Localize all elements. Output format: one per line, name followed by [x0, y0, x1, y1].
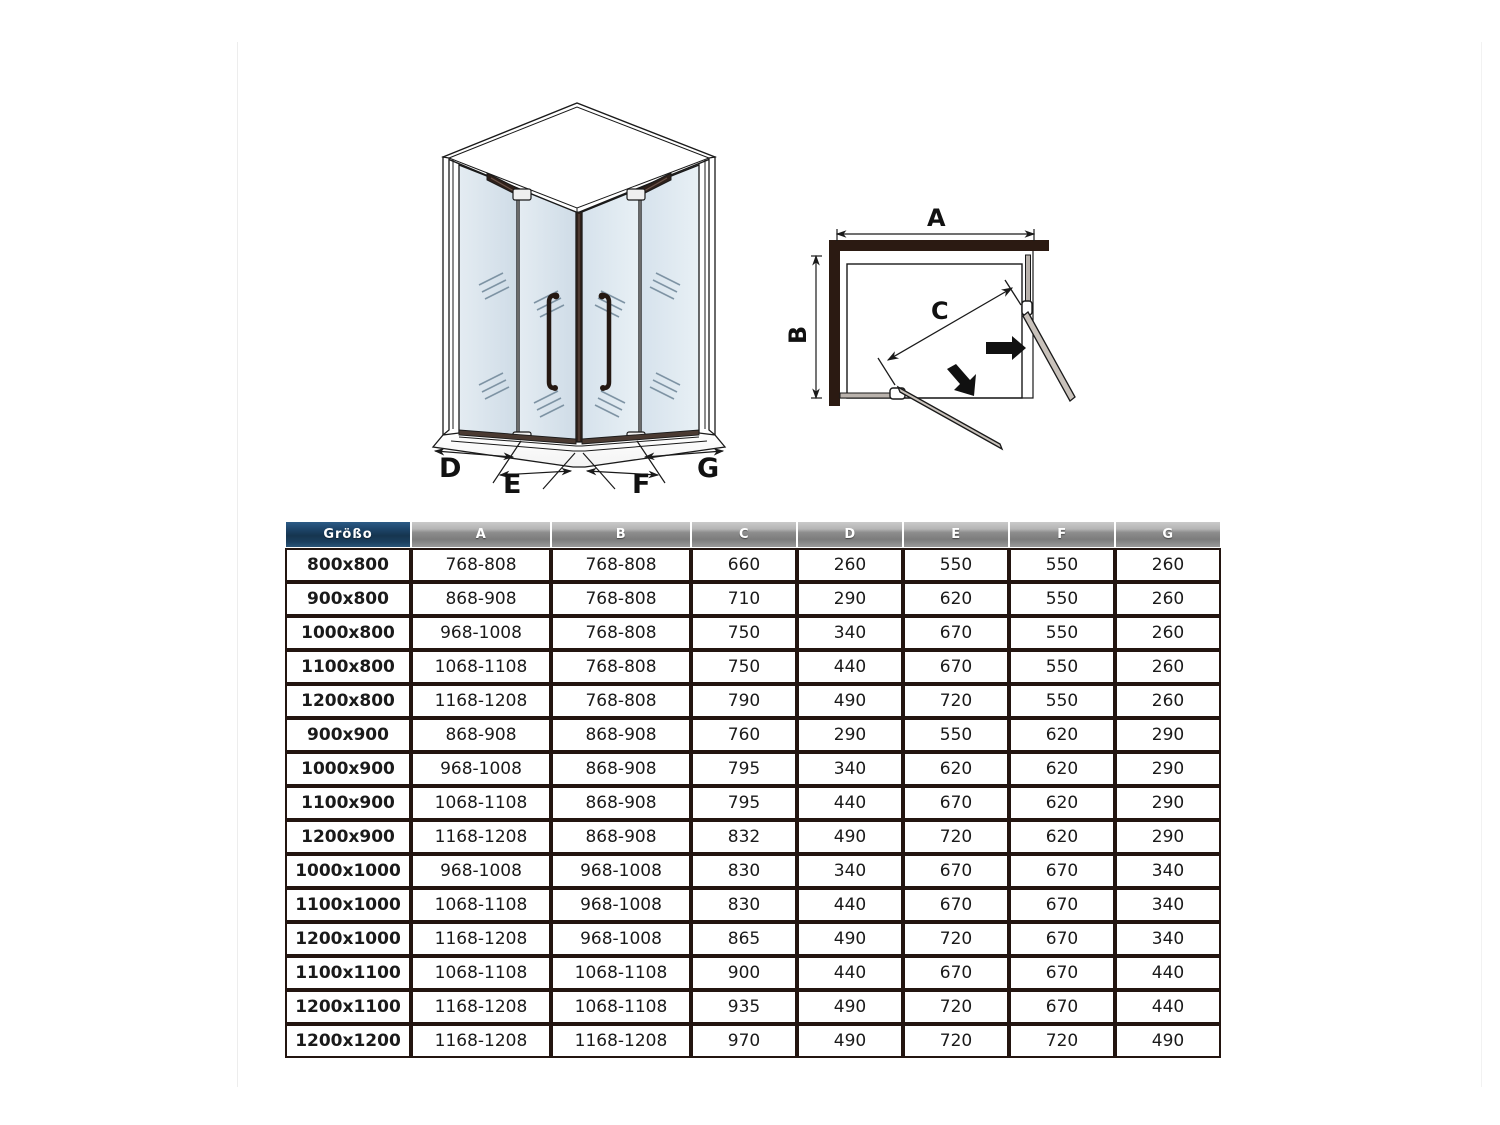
cell-d: 490 [797, 820, 903, 854]
table-header-g: G [1115, 521, 1221, 548]
left-wall-profile [443, 157, 453, 435]
cell-e: 720 [903, 990, 1009, 1024]
cell-e: 670 [903, 786, 1009, 820]
cell-d: 440 [797, 888, 903, 922]
cell-f: 670 [1009, 922, 1115, 956]
cell-g: 440 [1115, 956, 1221, 990]
cell-f: 620 [1009, 786, 1115, 820]
cell-e: 720 [903, 1024, 1009, 1058]
cell-a: 768-808 [411, 548, 551, 582]
iso-label-E: E [503, 469, 522, 500]
cell-c: 760 [691, 718, 797, 752]
cell-a: 1168-1208 [411, 922, 551, 956]
plan-label-C: C [931, 297, 949, 325]
fixed-glass-plan-right [1026, 255, 1031, 305]
drawing-area [0, 0, 1500, 510]
cell-e: 670 [903, 956, 1009, 990]
cell-size: 1200x900 [285, 820, 411, 854]
door-swing-arrow-right [986, 336, 1026, 360]
cell-size: 1200x1200 [285, 1024, 411, 1058]
cell-f: 620 [1009, 820, 1115, 854]
cell-g: 290 [1115, 786, 1221, 820]
table-body [285, 548, 1221, 1058]
cell-d: 440 [797, 956, 903, 990]
cell-f: 620 [1009, 752, 1115, 786]
cell-b: 1068-1108 [551, 956, 691, 990]
cell-size: 1200x1000 [285, 922, 411, 956]
cell-a: 968-1008 [411, 616, 551, 650]
plan-view [784, 200, 1090, 450]
cell-size: 1100x800 [285, 650, 411, 684]
cell-a: 968-1008 [411, 854, 551, 888]
cell-b: 1168-1208 [551, 1024, 691, 1058]
cell-c: 900 [691, 956, 797, 990]
cell-c: 795 [691, 752, 797, 786]
cell-f: 550 [1009, 684, 1115, 718]
cell-b: 868-908 [551, 820, 691, 854]
cell-d: 340 [797, 854, 903, 888]
cell-size: 1100x1000 [285, 888, 411, 922]
cell-e: 550 [903, 718, 1009, 752]
cell-f: 670 [1009, 854, 1115, 888]
cell-f: 720 [1009, 1024, 1115, 1058]
cell-g: 340 [1115, 854, 1221, 888]
cell-e: 620 [903, 752, 1009, 786]
cell-a: 1068-1108 [411, 888, 551, 922]
opened-door-leaf-bottom [898, 387, 1002, 449]
cell-c: 710 [691, 582, 797, 616]
cell-e: 550 [903, 548, 1009, 582]
cell-d: 490 [797, 990, 903, 1024]
table-row [285, 990, 1221, 1024]
cell-g: 340 [1115, 922, 1221, 956]
cell-d: 290 [797, 718, 903, 752]
table-header-size: Größo [285, 521, 411, 548]
cell-e: 720 [903, 684, 1009, 718]
cell-f: 670 [1009, 990, 1115, 1024]
cell-size: 900x800 [285, 582, 411, 616]
cell-b: 968-1008 [551, 854, 691, 888]
table-header-e: E [903, 521, 1009, 548]
cell-b: 768-808 [551, 650, 691, 684]
iso-label-D: D [439, 453, 462, 484]
cell-a: 868-908 [411, 718, 551, 752]
cell-d: 340 [797, 752, 903, 786]
cell-a: 1168-1208 [411, 820, 551, 854]
cell-g: 290 [1115, 752, 1221, 786]
cell-a: 1168-1208 [411, 684, 551, 718]
cell-d: 490 [797, 1024, 903, 1058]
table-row [285, 548, 1221, 582]
plan-label-B: B [784, 325, 812, 345]
table-row [285, 854, 1221, 888]
cell-d: 440 [797, 786, 903, 820]
isometric-view [425, 85, 765, 500]
table-row [285, 1024, 1221, 1058]
cell-g: 260 [1115, 616, 1221, 650]
cell-size: 1100x900 [285, 786, 411, 820]
cell-e: 670 [903, 854, 1009, 888]
cell-e: 670 [903, 616, 1009, 650]
cell-a: 1068-1108 [411, 956, 551, 990]
table-row [285, 684, 1221, 718]
opened-door-leaf-right [1023, 312, 1075, 401]
cell-g: 290 [1115, 820, 1221, 854]
cell-d: 340 [797, 616, 903, 650]
cell-c: 790 [691, 684, 797, 718]
cell-g: 260 [1115, 548, 1221, 582]
enclosure-outline [847, 264, 1022, 398]
table-row [285, 922, 1221, 956]
cell-g: 260 [1115, 582, 1221, 616]
cell-c: 935 [691, 990, 797, 1024]
cell-c: 830 [691, 854, 797, 888]
cell-e: 720 [903, 820, 1009, 854]
cell-c: 750 [691, 616, 797, 650]
dimension-table [285, 521, 1221, 1058]
iso-label-F: F [632, 469, 651, 500]
table-header-a: A [411, 521, 551, 548]
cell-e: 720 [903, 922, 1009, 956]
cell-a: 868-908 [411, 582, 551, 616]
table-header-c: C [691, 521, 797, 548]
table-header-f: F [1009, 521, 1115, 548]
table-row [285, 752, 1221, 786]
cell-c: 832 [691, 820, 797, 854]
cell-g: 440 [1115, 990, 1221, 1024]
cell-g: 490 [1115, 1024, 1221, 1058]
iso-label-G: G [697, 453, 720, 484]
cell-b: 1068-1108 [551, 990, 691, 1024]
cell-a: 1068-1108 [411, 650, 551, 684]
cell-g: 290 [1115, 718, 1221, 752]
cell-d: 440 [797, 650, 903, 684]
cell-b: 868-908 [551, 718, 691, 752]
cell-a: 968-1008 [411, 752, 551, 786]
table-header [285, 521, 1221, 548]
cell-b: 768-808 [551, 684, 691, 718]
cell-size: 900x900 [285, 718, 411, 752]
cell-c: 970 [691, 1024, 797, 1058]
plan-label-A: A [927, 204, 946, 232]
cell-c: 660 [691, 548, 797, 582]
cell-b: 768-808 [551, 582, 691, 616]
cell-f: 670 [1009, 888, 1115, 922]
door-swing-arrow-bottom [947, 364, 976, 396]
cell-size: 1000x800 [285, 616, 411, 650]
table-header-row [285, 521, 1221, 548]
cell-a: 1068-1108 [411, 786, 551, 820]
cell-d: 260 [797, 548, 903, 582]
spec-table-container [285, 521, 1221, 1058]
dimension-B [811, 256, 822, 398]
cell-f: 550 [1009, 650, 1115, 684]
table-header-d: D [797, 521, 903, 548]
cell-c: 795 [691, 786, 797, 820]
cell-a: 1168-1208 [411, 990, 551, 1024]
table-row [285, 650, 1221, 684]
cell-b: 868-908 [551, 786, 691, 820]
cell-e: 670 [903, 888, 1009, 922]
table-header-b: B [551, 521, 691, 548]
cell-size: 1000x900 [285, 752, 411, 786]
table-row [285, 820, 1221, 854]
cell-c: 750 [691, 650, 797, 684]
table-row [285, 616, 1221, 650]
cell-e: 670 [903, 650, 1009, 684]
cell-f: 670 [1009, 956, 1115, 990]
fixed-glass-plan-bottom [840, 393, 892, 398]
cell-b: 968-1008 [551, 888, 691, 922]
cell-size: 1000x1000 [285, 854, 411, 888]
cell-f: 550 [1009, 616, 1115, 650]
table-row [285, 786, 1221, 820]
cell-f: 620 [1009, 718, 1115, 752]
corner-post [576, 212, 582, 442]
cell-c: 830 [691, 888, 797, 922]
cell-b: 768-808 [551, 616, 691, 650]
cell-f: 550 [1009, 548, 1115, 582]
cell-b: 868-908 [551, 752, 691, 786]
cell-size: 1200x1100 [285, 990, 411, 1024]
table-row [285, 956, 1221, 990]
cell-size: 1100x1100 [285, 956, 411, 990]
cell-a: 1168-1208 [411, 1024, 551, 1058]
cell-d: 490 [797, 922, 903, 956]
cell-b: 768-808 [551, 548, 691, 582]
cell-b: 968-1008 [551, 922, 691, 956]
table-row [285, 888, 1221, 922]
cell-size: 800x800 [285, 548, 411, 582]
cell-e: 620 [903, 582, 1009, 616]
table-row [285, 582, 1221, 616]
cell-f: 550 [1009, 582, 1115, 616]
table-row [285, 718, 1221, 752]
cell-c: 865 [691, 922, 797, 956]
glass-panel-left-fixed [459, 165, 517, 437]
cell-size: 1200x800 [285, 684, 411, 718]
right-wall-profile [705, 157, 715, 435]
cell-g: 260 [1115, 650, 1221, 684]
cell-d: 290 [797, 582, 903, 616]
cell-g: 340 [1115, 888, 1221, 922]
cell-g: 260 [1115, 684, 1221, 718]
cell-d: 490 [797, 684, 903, 718]
